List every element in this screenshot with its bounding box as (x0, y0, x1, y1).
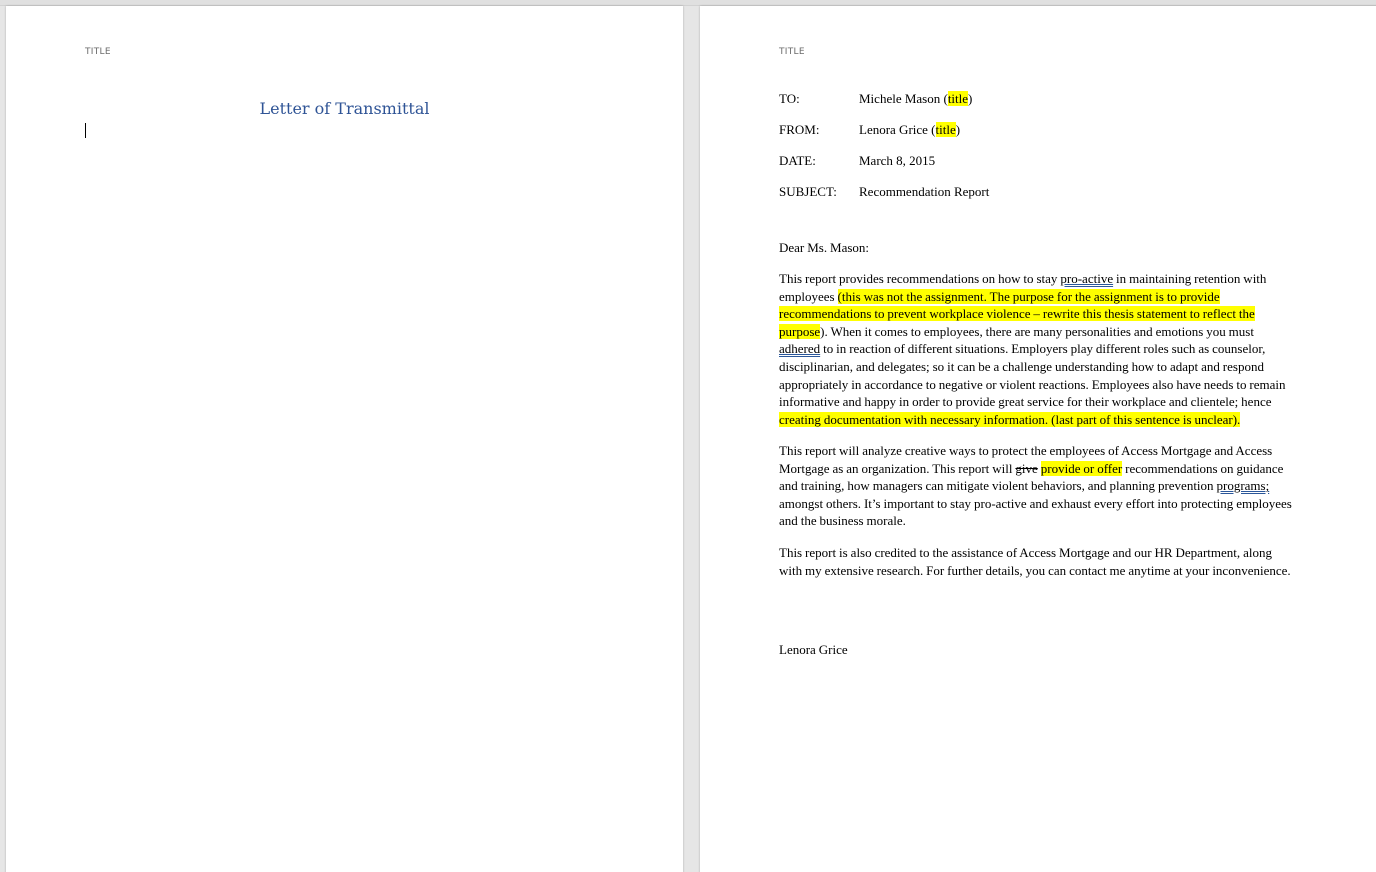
paragraph-2[interactable]: This report will analyze creative ways to protect the employees of Access Mortgage and Access Mortgage as an organization. This report will give provide or offer recommendations on guidance and training, how managers can mitigate violent behaviors, and planning prevention programs; amongst others. It’s important to stay pro-active and exhaust every effort into protecting employees and the business morale. (779, 443, 1292, 529)
signature[interactable]: Lenora Grice (779, 642, 848, 657)
grammar-flag: programs; (1216, 478, 1270, 494)
highlight-insertion: provide or offer (1040, 460, 1123, 476)
heading-letter-of-transmittal[interactable]: Letter of Transmittal (259, 99, 430, 118)
paragraph-1[interactable]: This report provides recommendations on how to stay pro-active in maintaining retention with employees (this was not the assignment. The purpose for the assignment is to provide recommendations to prevent workplace violence – rewrite this thesis statement to reflect the purpose). When it comes to employees, there are many personalities and emotions you must adhered to in reaction of different situations. Employers play different roles such as counselor, disciplinarian, and delegates; so it can be a challenge understanding how to adapt and respond appropriately in accordance to negative or violent reactions. Employees also have needs to remain informative and happy in order to provide great service for their workplace and clientele; hence creating documentation with necessary information. (last part of this sentence is unclear). (779, 271, 1286, 427)
page-header-title[interactable]: TITLE (779, 47, 805, 57)
highlight-title: title (935, 122, 956, 137)
highlight-title: title (947, 91, 969, 106)
highlight-comment: (this was not the assignment. The purpose for the assignment is to provide recommendations to prevent workplace violence – rewrite this thesis statement to reflect the purpose (779, 288, 1255, 339)
page-header-title[interactable]: TITLE (85, 47, 111, 57)
paragraph-3[interactable]: This report is also credited to the assistance of Access Mortgage and our HR Department, along with my extensive research. For further details, you can contact me anytime at your inconvenience. (779, 545, 1291, 578)
memo-date-label: DATE: (779, 153, 816, 168)
memo-date-value[interactable]: March 8, 2015 (859, 153, 936, 168)
text-cursor (85, 123, 86, 138)
memo-subject-value[interactable]: Recommendation Report (859, 184, 990, 199)
page-1[interactable] (6, 6, 683, 872)
tracked-deletion: give (1015, 460, 1038, 476)
memo-to-label: TO: (779, 91, 800, 106)
memo-from-label: FROM: (779, 122, 820, 137)
memo-from-value[interactable]: Lenora Grice (title) (859, 122, 961, 137)
spelling-flag: pro-active (1060, 271, 1114, 286)
grammar-flag: adhered (779, 341, 821, 357)
memo-to-value[interactable]: Michele Mason (title) (859, 91, 973, 106)
memo-subject-label: SUBJECT: (779, 184, 837, 199)
page-2[interactable] (700, 6, 1376, 872)
salutation[interactable]: Dear Ms. Mason: (779, 240, 870, 255)
highlight-comment: creating documentation with necessary information. (last part of this sentence is unclear). (779, 411, 1241, 427)
